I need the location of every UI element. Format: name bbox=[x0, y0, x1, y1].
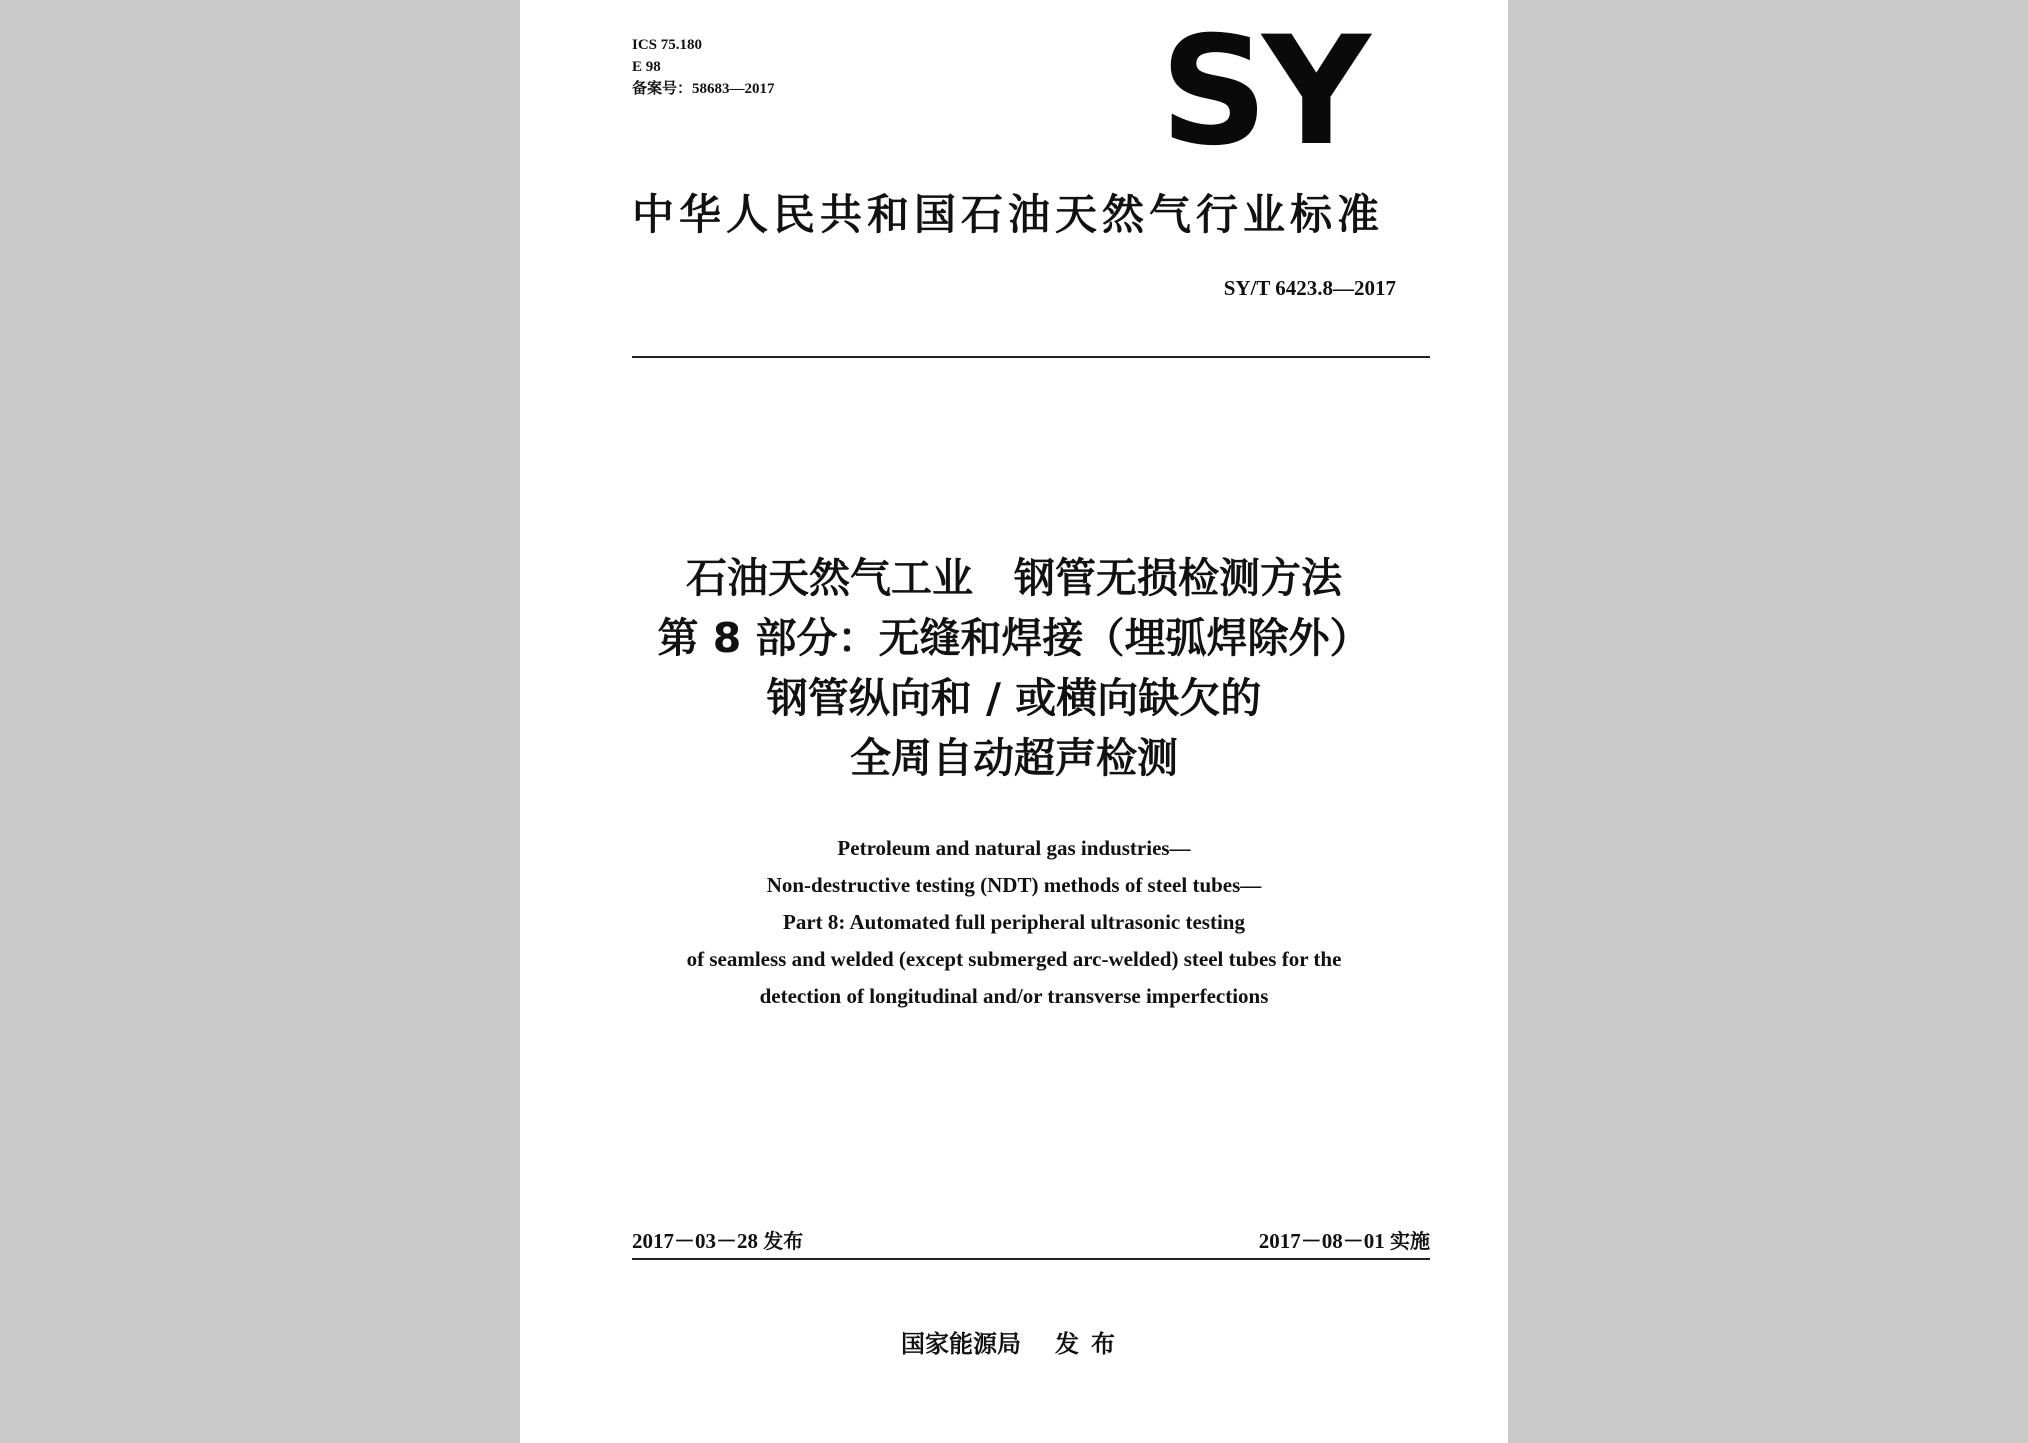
document-page bbox=[520, 0, 1508, 1443]
publisher-line bbox=[560, 1324, 1468, 1359]
ics-code: ICS 75.180 bbox=[632, 37, 703, 53]
record-number: 备案号：58683—2017 bbox=[632, 81, 775, 97]
classification-block bbox=[632, 34, 775, 100]
organization-title: 中华人民共和国石油天然气行业标准 bbox=[632, 190, 1385, 239]
english-title-line: Petroleum and natural gas industries— bbox=[837, 836, 1191, 860]
standard-number: SY/T 6423.8—2017 bbox=[1223, 276, 1396, 300]
chinese-title-line: 钢管纵向和 / 或横向缺欠的 bbox=[766, 674, 1262, 722]
english-title-line: Part 8: Automated full peripheral ultrasonic testing bbox=[783, 910, 1245, 934]
header-divider bbox=[632, 356, 1430, 358]
implementation-date bbox=[1259, 1225, 1430, 1255]
chinese-title-line: 石油天然气工业 钢管无损检测方法 bbox=[686, 554, 1342, 602]
implementation-date-value: 2017－08－01 bbox=[1258, 1229, 1385, 1253]
chinese-title-line: 第 8 部分：无缝和焊接（埋弧焊除外） bbox=[657, 614, 1371, 662]
english-title-line: Non-destructive testing (NDT) methods of steel tubes— bbox=[766, 873, 1262, 897]
category-code: E 98 bbox=[632, 59, 661, 75]
chinese-title bbox=[560, 548, 1468, 788]
issue-date-value: 2017－03－28 bbox=[632, 1229, 758, 1253]
publisher-name: 国家能源局 bbox=[901, 1330, 1021, 1358]
english-title-line: detection of longitudinal and/or transverse imperfections bbox=[759, 984, 1269, 1008]
publisher-action: 发布 bbox=[1055, 1330, 1127, 1358]
english-title bbox=[560, 830, 1468, 1015]
english-title-line: of seamless and welded (except submerged arc-welded) steel tubes for the bbox=[686, 947, 1342, 971]
implementation-date-label: 实施 bbox=[1390, 1229, 1430, 1253]
chinese-title-line: 全周自动超声检测 bbox=[850, 734, 1178, 782]
sy-logo: SY bbox=[1160, 5, 1365, 179]
footer-divider bbox=[632, 1258, 1430, 1260]
issue-date bbox=[632, 1225, 803, 1255]
issue-date-label: 发布 bbox=[763, 1229, 804, 1253]
